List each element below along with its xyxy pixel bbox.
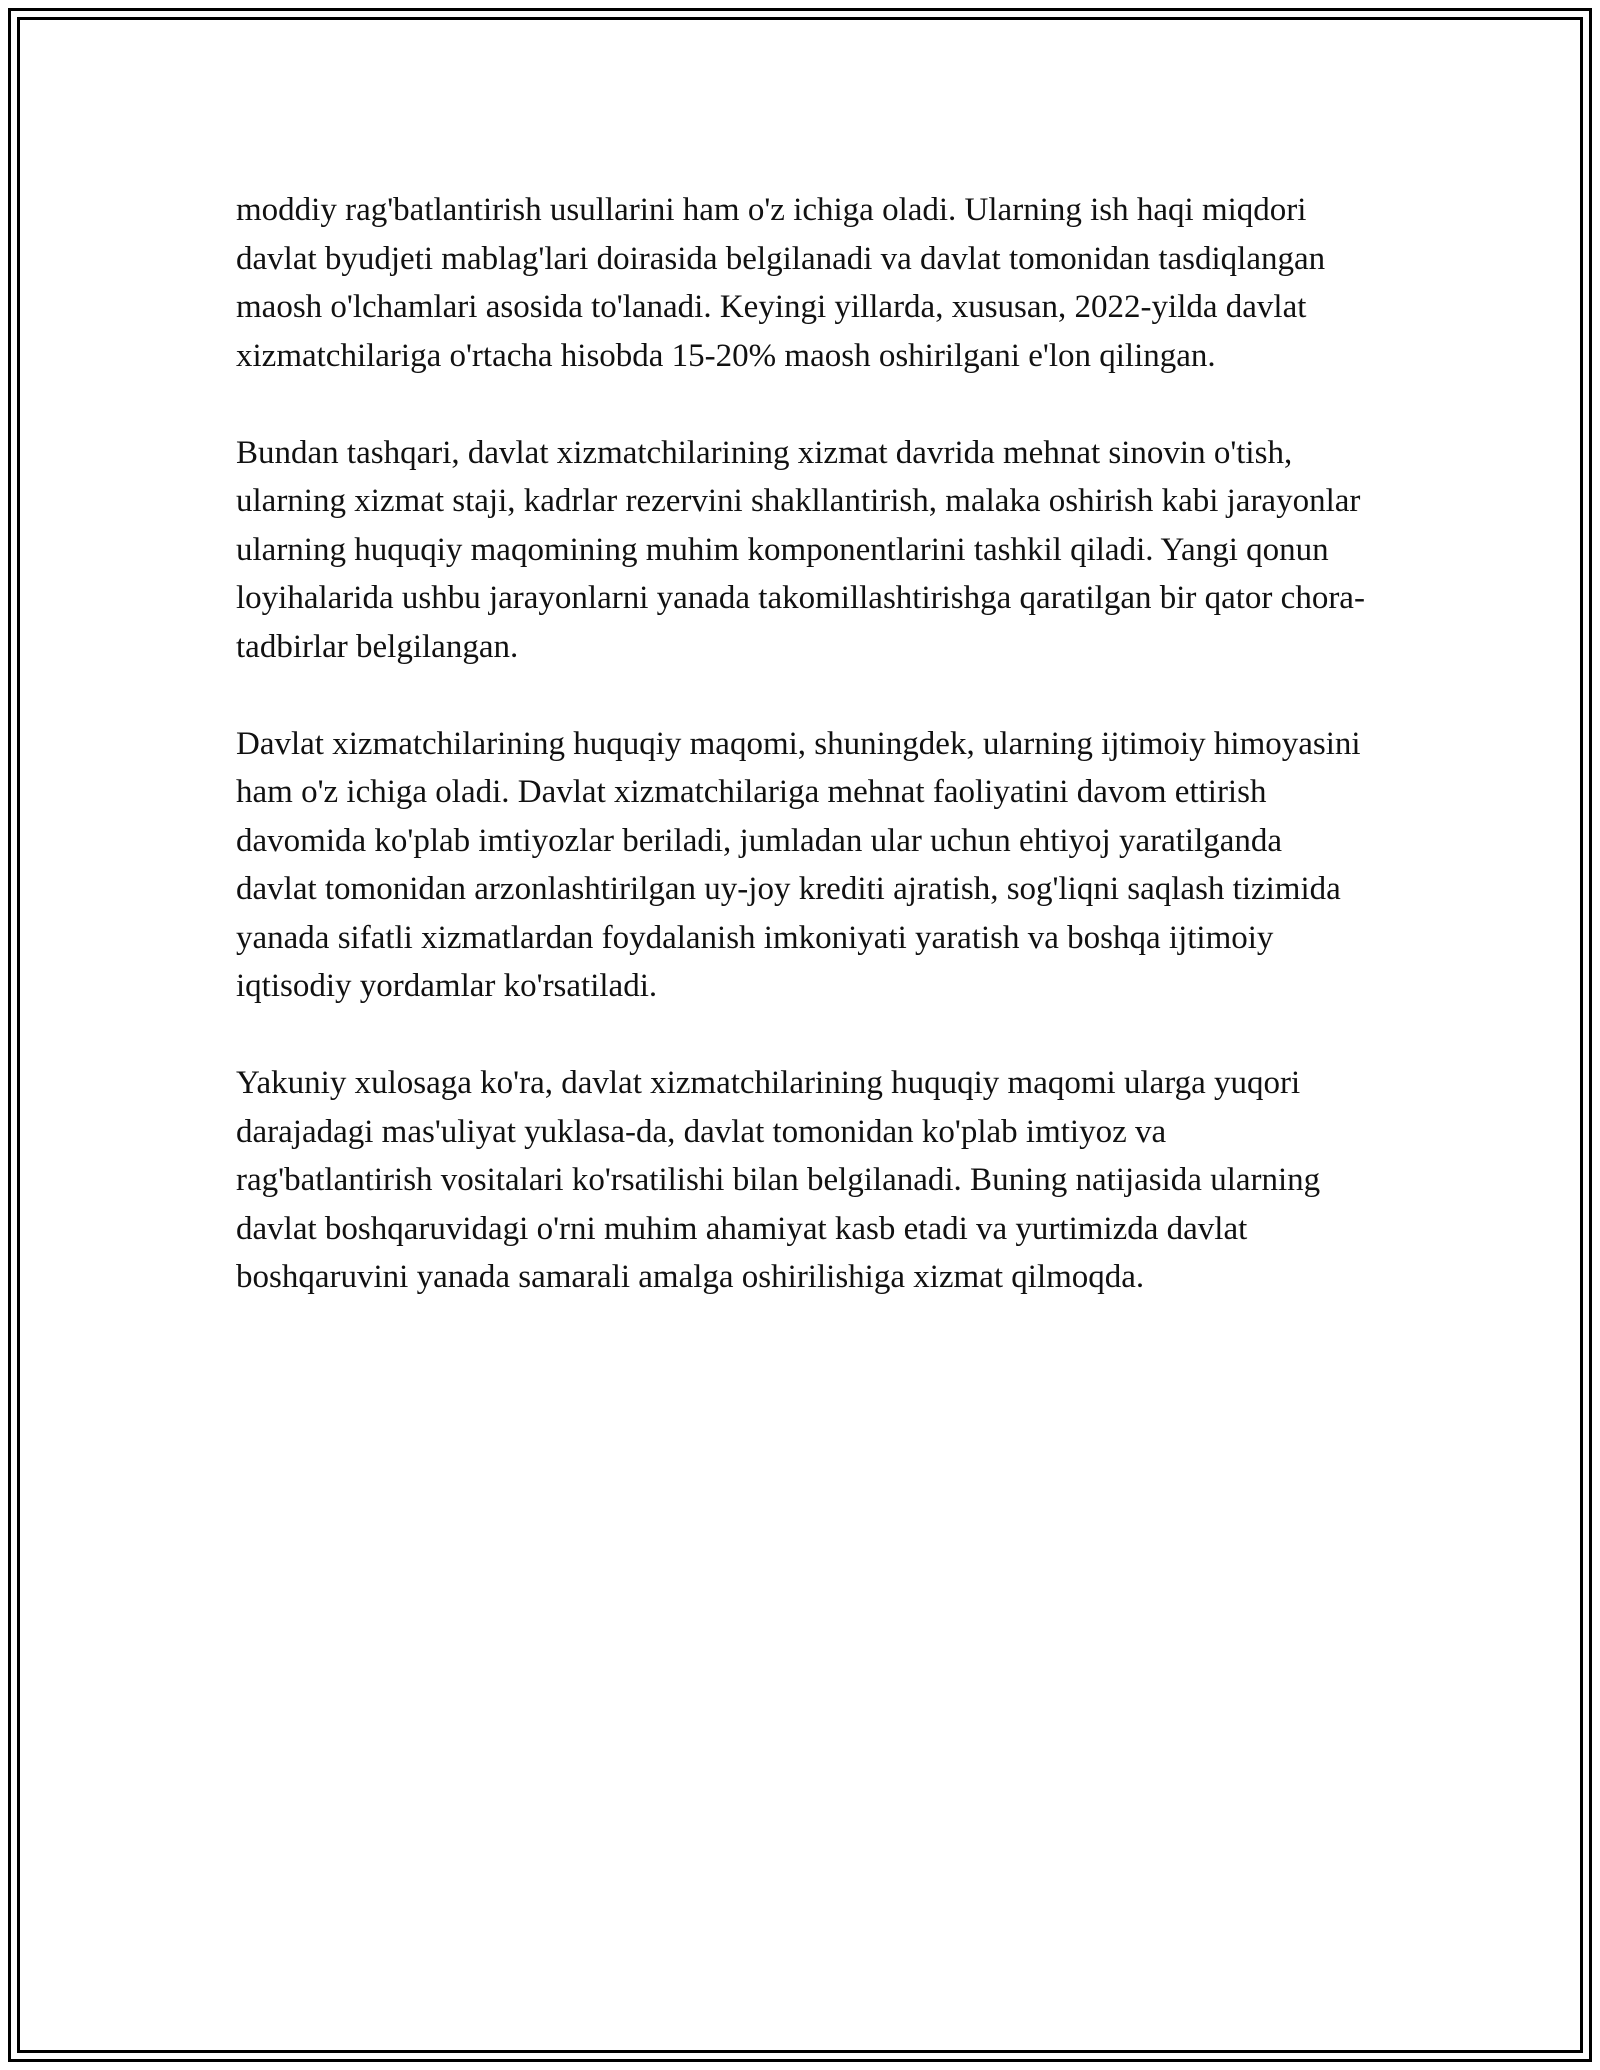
document-body	[236, 186, 1366, 1350]
paragraph-1: moddiy rag'batlantirish usullarini ham o'z ichiga oladi. Ularning ish haqi miqdori davlat byudjeti mablag'lari doirasida belgilanadi va davlat tomonidan tasdiqlangan maosh o'lchamlari asosida to'lanadi. Keyingi yillarda, xususan, 2022-yilda davlat xizmatchilariga o'rtacha hisobda 15-20% maosh oshirilgani e'lon qilingan.	[236, 192, 1326, 374]
paragraph-2: Bundan tashqari, davlat xizmatchilarining xizmat davrida mehnat sinovin o'tish, ularning xizmat staji, kadrlar rezervini shakllantirish, malaka oshirish kabi jarayonlar ularning huquqiy maqomining muhim komponentlarini tashkil qiladi. Yangi qonun loyihalarida ushbu jarayonlarni yanada takomillashtirishga qaratilgan bir qator chora-tadbirlar belgilangan.	[236, 434, 1365, 665]
paragraph-4: Yakuniy xulosaga ko'ra, davlat xizmatchilarining huquqiy maqomi ularga yuqori darajadagi mas'uliyat yuklasa-da, davlat tomonidan ko'plab imtiyoz va rag'batlantirish vositalari ko'rsatilishi bilan belgilanadi. Buning natijasida ularning davlat boshqaruvidagi o'rni muhim ahamiyat kasb etadi va yurtimizda davlat boshqaruvini yanada samarali amalga oshirilishiga xizmat qilmoqda.	[236, 1065, 1321, 1295]
paragraph-3: Davlat xizmatchilarining huquqiy maqomi, shuningdek, ularning ijtimoiy himoyasini ham o'z ichiga oladi. Davlat xizmatchilariga mehnat faoliyatini davom ettirish davomida ko'plab imtiyozlar beriladi, jumladan ular uchun ehtiyoj yaratilganda davlat tomonidan arzonlashtirilgan uy-joy krediti ajratish, sog'liqni saqlash tizimida yanada sifatli xizmatlardan foydalanish imkoniyati yaratish va boshqa ijtimoiy iqtisodiy yordamlar ko'rsatiladi.	[236, 725, 1361, 1004]
